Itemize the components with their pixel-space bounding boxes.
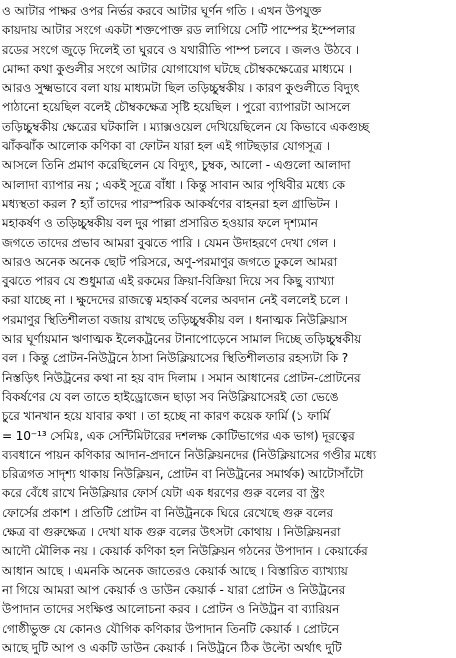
text-line-19: বল । কিন্তু প্রোটন-নিউট্রনে ঠাসা নিউক্লিয়াসের স্থিতিশীলতার রহস্যটা কি ? <box>2 351 349 366</box>
text-line-25: চরিত্রগত সাদৃশ্য থাকায় নিউক্লিয়ন, প্রোটন বা নিউট্রনের সমার্থক) আটোসাঁটো <box>2 467 364 482</box>
text-line-14: আরও অনেক অনেক ছোট পরিসরে, অণু-পরমাণুর জগতে ঢুকলে আমরা <box>2 254 337 269</box>
text-line-27: ফোর্সের প্রকাশ । প্রতিটি প্রোটন বা নিউট্রনকে ঘিরে রেখেছে গুরু বলের <box>2 505 334 520</box>
text-line-31: না গিয়ে আমরা আপ কেয়ার্ক ও ডাউন কেয়ার্ক - যারা প্রোটন ও নিউট্রনের <box>2 582 346 597</box>
text-line-15: বুঝতে পারব যে শুধুমাত্র এই রকমের ক্রিয়া-বিক্রিয়া দিয়ে সব কিছু ব্যাখ্যা <box>2 274 335 289</box>
text-line-7: তড়িচ্চুম্বকীয় ক্ষেত্রের ঘটকালি । ম্যাক্সওয়েল দেখিয়েছিলেন যে কিভাবে একগুচ্ছ <box>2 119 370 134</box>
text-line-9: আসলে তিনি প্রমাণ করেছিলেন যে বিদ্যুৎ, চুম্বক, আলো - এগুলো আলাদা <box>2 158 351 173</box>
text-line-3: রডের সংগে জুড়ে দিলেই তা ঘুরবে ও যথারীতি পাম্প চলবে । জলও উঠবে । <box>2 42 359 57</box>
text-line-26: করে বেঁধে রাখে নিউক্লিয়ার ফোর্স যেটা এক ধরণের গুরু বলের বা স্ট্রং <box>2 486 325 501</box>
text-line-10: আলাদা ব্যাপার নয় ; একই সূত্রে বাঁধা । কিন্তু সাবান আর পৃথিবীর মধ্যে কে <box>2 177 345 192</box>
text-line-6: পাঠানো হয়েছিল বলেই চৌম্বকক্ষেত্র সৃষ্টি হয়েছিল । পুরো ব্যাপারটা আসলে <box>2 100 351 115</box>
text-line-21: বিকর্ষণের যে বল তাতে হাইড্রোজেন ছাড়া সব নিউক্লিয়াসেরই তো ভেঙে <box>2 389 339 404</box>
text-line-30: আধান আছে । এমনকি অনেক জাতেরও কেয়ার্ক আছে । বিস্তারিত ব্যাখ্যায় <box>2 563 348 578</box>
text-line-4: মোদ্দা কথা কুণ্ডলীর সংগে আটার যোগাযোগ ঘটছে চৌম্বকক্ষেত্রের মাধ্যমে । <box>2 61 352 76</box>
text-line-8: ঝাঁকঝাঁক আলোক কণিকা বা ফোটন যারা হল এই গাটছড়ার যোগসূত্র । <box>2 139 330 154</box>
text-line-18: আর ঘূর্ণায়মান ঋণাত্মক ইলেকট্রনের টানাপোড়েনে সামাল দিচ্ছে তড়িচ্চুম্বকীয় <box>2 332 362 347</box>
document-page <box>2 2 454 655</box>
text-line-13: জগতে তাদের প্রভাব আমরা বুঝতে পারি । যেমন উদাহরণে দেখা গেল । <box>2 235 337 250</box>
text-line-23: = 10⁻¹³ সেমিঃ, এক সেন্টিমিটারের দশলক্ষ কোটিভাগের এক ভাগ) দূরত্বের <box>2 428 355 443</box>
text-line-28: ক্ষেত্র বা গুরুক্ষেত্র । দেখা যাক গুরু বলের উৎসটা কোথায় । নিউক্লিয়নরা <box>2 525 341 540</box>
text-line-1: ও আটার পাক্ষর ওপর নির্ভর করবে আটার ঘূর্ণন গতি । এখন উপযুক্ত <box>2 4 322 18</box>
text-line-32: উপাদান তাদের সংক্ষিপ্ত আলোচনা করব । প্রোটন ও নিউট্রন বা ব্যারিয়ন <box>2 602 340 617</box>
text-line-22: চুরে খানখান হয়ে যাবার কথা । তা হচ্ছে না কারণ কয়েক ফার্মি (১ ফার্মি <box>2 409 330 424</box>
text-line-12: মহাকর্ষণ ও তড়িচ্চুম্বকীয় বল দুর পাল্লা প্রসারিত হওয়ার ফলে দৃশ্যমান <box>2 216 318 231</box>
text-line-29: আদৌ মৌলিক নয় । কেয়ার্ক কণিকা হল নিউক্লিয়ন গঠনের উপাদান । কেয়ার্কের <box>2 544 368 559</box>
text-line-34: আছে দুটি আপ ও একটি ডাউন কেয়ার্ক । নিউট্রনে ঠিক উল্টো অর্থাৎ দুটি <box>2 640 342 655</box>
text-line-33: গোষ্ঠীভুক্ত যে কোনও যৌগিক কণিকার উপাদান তিনটি কেয়ার্ক । প্রোটনে <box>2 621 339 636</box>
text-line-2: কায়দায় আটার সংগে একটা শক্তপোক্ত রড লাগিয়ে সেটি পাম্পের ইম্পেলার <box>2 23 356 38</box>
text-line-5: আরও সুক্ষ্মভাবে বলা যায় মাধ্যমটা ছিল তড়িচ্চুম্বকীয় । কারণ কুণ্ডলীতে বিদ্যুৎ <box>2 81 360 96</box>
text-line-24: ব্যবধানে পায়ন কণিকার আদান-প্রদানে নিউক্লিয়নদের (নিউক্লিয়াসের গণ্ডীর মধ্যে <box>2 447 377 462</box>
text-line-16: করা যাচ্ছে না । ক্ষুদেদের রাজত্বে মহাকর্ষ বলের অবদান নেই বললেই চলে । <box>2 293 348 308</box>
text-line-11: মধ্যস্থতা করল ? হ্যাঁ তাদের পারস্পরিক আকর্ষণের বাহনরা হল গ্রাভিটন । <box>2 196 338 211</box>
text-line-17: পরমাণুর স্থিতিশীলতা বজায় রাখছে তড়িচ্চুম্বকীয় বল । ধনাত্মক নিউক্লিয়াস <box>2 312 348 327</box>
text-line-20: নিস্তড়িৎ নিউট্রনের কথা না হয় বাদ দিলাম । সমান আধানের প্রোটন-প্রোটনের <box>2 370 361 385</box>
